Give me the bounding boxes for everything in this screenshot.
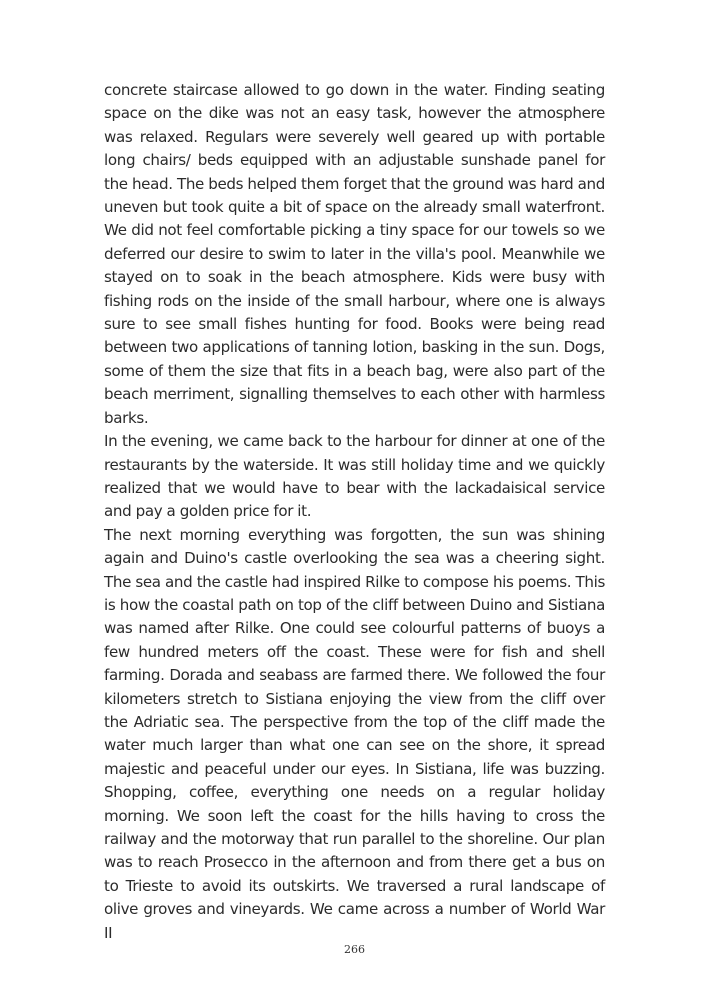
paragraph-next-morning: The next morning everything was forgotten, the sun was shining again and Duino's castle overlooking the sea was a cheering sight. The sea and the castle had inspired Rilke to compose his poems. This is how the coastal path on top of the cliff between Duino and Sistiana was named after Rilke. One could see colourful patterns of buoys a few hundred meters off the coast. These were for fish and shell farming. Dorada and seabass are farmed there. We followed the four kilometers stretch to Sistiana enjoying the view from the cliff over the Adriatic sea. The perspective from the top of the cliff made the water much larger than what one can see on the shore, it spread majestic and peaceful under our eyes. In Sistiana, life was buzzing. Shopping, coffee, everything one needs on a regular holiday morning. We soon left the coast for the hills having to cross the railway and the motorway that run parallel to the shoreline. Our plan was to reach Prosecco in the afternoon and from there get a bus on to Trieste to avoid its outskirts. We traversed a rural landscape of olive groves and vineyards. We came across a number of World War II — [104, 525, 605, 942]
paragraph-beach: concrete staircase allowed to go down in the water. Finding seating space on the dike was not an easy task, however the atmosphere was relaxed. Regulars were severely well geared up with portable long chairs/ beds equipped with an adjustable sunshade panel for the head. The beds helped them forget that the ground was hard and uneven but took quite a bit of space on the already small waterfront. We did not feel comfortable picking a tiny space for our towels so we deferred our desire to swim to later in the villa's pool. Meanwhile we stayed on to soak in the beach atmosphere. Kids were busy with fishing rods on the inside of the small harbour, where one is always sure to see small fishes hunting for food. Books were being read between two applications of tanning lotion, basking in the sun. Dogs, some of them the size that fits in a beach bag, were also part of the beach merriment, signalling themselves to each other with harmless barks. — [104, 81, 605, 427]
page-number: 266 — [344, 943, 365, 956]
paragraph-evening: In the evening, we came back to the harbour for dinner at one of the restaurants by the waterside. It was still holiday time and we quickly realized that we would have to bear with the lackadaisical service and pay a golden price for it. — [104, 432, 605, 521]
body-text — [104, 79, 605, 945]
